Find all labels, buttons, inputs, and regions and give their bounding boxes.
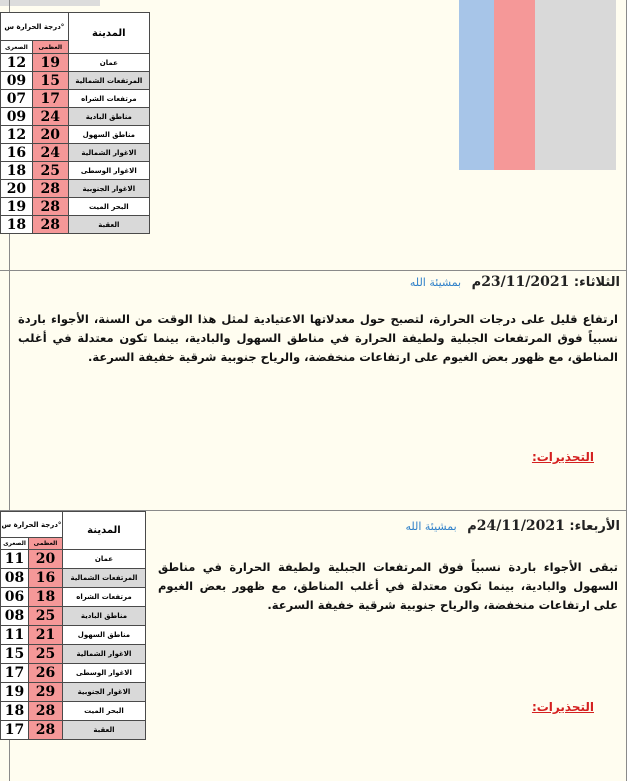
max-temp-cell: 28 bbox=[32, 180, 68, 198]
max-temp-cell: 26 bbox=[28, 664, 62, 683]
forecast-date: 24/11/2021 bbox=[476, 518, 565, 534]
forecast-date: 23/11/2021 bbox=[481, 274, 570, 290]
temp-header: درجة الحرارة س° bbox=[1, 512, 63, 538]
min-temp-cell: 11 bbox=[1, 626, 29, 645]
min-temp-cell: 08 bbox=[1, 607, 29, 626]
table-row bbox=[1, 550, 146, 569]
table-row bbox=[1, 180, 150, 198]
min-temp-cell: 12 bbox=[1, 54, 33, 72]
table-row bbox=[1, 108, 150, 126]
grey-bar bbox=[535, 0, 616, 170]
table-row bbox=[1, 702, 146, 721]
max-temp-cell: 25 bbox=[28, 645, 62, 664]
min-temp-cell: 20 bbox=[1, 180, 33, 198]
min-temp-cell: 18 bbox=[1, 162, 33, 180]
city-cell: المرتفعات الشمالية bbox=[62, 569, 145, 588]
city-header: المدينة bbox=[68, 13, 149, 54]
min-temp-cell: 07 bbox=[1, 90, 33, 108]
max-temp-cell: 20 bbox=[28, 550, 62, 569]
min-header: الصغرى bbox=[1, 538, 29, 550]
day-name: الثلاثاء: bbox=[573, 275, 620, 290]
table-row bbox=[1, 126, 150, 144]
max-temp-cell: 28 bbox=[28, 721, 62, 740]
table-row bbox=[1, 607, 146, 626]
max-temp-cell: 24 bbox=[32, 144, 68, 162]
min-temp-cell: 09 bbox=[1, 72, 33, 90]
min-header: الصغرى bbox=[1, 41, 33, 54]
table-row bbox=[1, 162, 150, 180]
table-row bbox=[1, 144, 150, 162]
max-header: العظمى bbox=[28, 538, 62, 550]
page-border-right bbox=[626, 0, 627, 781]
temperature-table bbox=[0, 12, 150, 234]
table-row bbox=[1, 569, 146, 588]
city-cell: الاغوار الشمالية bbox=[62, 645, 145, 664]
city-cell: العقبة bbox=[68, 216, 149, 234]
max-temp-cell: 17 bbox=[32, 90, 68, 108]
day-heading bbox=[405, 518, 620, 534]
top-strip bbox=[0, 0, 100, 6]
city-header: المدينة bbox=[62, 512, 145, 550]
max-temp-cell: 28 bbox=[32, 198, 68, 216]
min-temp-bar bbox=[459, 0, 494, 170]
min-temp-cell: 17 bbox=[1, 664, 29, 683]
city-cell: الاغوار الشمالية bbox=[68, 144, 149, 162]
forecast-paragraph: تبقى الأجواء باردة نسبياً فوق المرتفعات الجبلية ولطيفة الحرارة في مناطق السهول والبادية، بينما تكون معتدلة في أغلب المناطق، مع ظهور بعض الغيوم على ارتفاعات منخفضة، والرياح جنوبية شرقية خفيفة السرعة. bbox=[158, 560, 618, 612]
city-cell: مرتفعات الشراه bbox=[68, 90, 149, 108]
min-temp-cell: 19 bbox=[1, 683, 29, 702]
city-cell: مناطق السهول bbox=[68, 126, 149, 144]
min-temp-cell: 15 bbox=[1, 645, 29, 664]
min-temp-cell: 08 bbox=[1, 569, 29, 588]
max-temp-cell: 20 bbox=[32, 126, 68, 144]
max-temp-cell: 15 bbox=[32, 72, 68, 90]
table-row bbox=[1, 72, 150, 90]
city-cell: مناطق البادية bbox=[62, 607, 145, 626]
table-row bbox=[1, 216, 150, 234]
max-header: العظمى bbox=[32, 41, 68, 54]
min-temp-cell: 06 bbox=[1, 588, 29, 607]
blessing-text: بمشيئة الله bbox=[405, 520, 457, 533]
city-cell: عمان bbox=[68, 54, 149, 72]
city-cell: مرتفعات الشراه bbox=[62, 588, 145, 607]
city-cell: المرتفعات الشمالية bbox=[68, 72, 149, 90]
min-temp-cell: 12 bbox=[1, 126, 33, 144]
temperature-table bbox=[0, 511, 146, 740]
max-temp-cell: 19 bbox=[32, 54, 68, 72]
city-cell: الاغوار الجنوبية bbox=[62, 683, 145, 702]
table-row bbox=[1, 588, 146, 607]
day-heading bbox=[410, 274, 620, 290]
warnings-label: التحذيرات: bbox=[531, 450, 594, 464]
min-temp-cell: 19 bbox=[1, 198, 33, 216]
table-row bbox=[1, 198, 150, 216]
city-cell: الاغوار الوسطى bbox=[62, 664, 145, 683]
day-name: الأربعاء: bbox=[569, 519, 620, 534]
city-cell: الاغوار الجنوبية bbox=[68, 180, 149, 198]
max-temp-cell: 25 bbox=[28, 607, 62, 626]
warnings-label: التحذيرات: bbox=[531, 700, 594, 714]
city-cell: مناطق السهول bbox=[62, 626, 145, 645]
max-temp-bar bbox=[494, 0, 535, 170]
city-cell: مناطق البادية bbox=[68, 108, 149, 126]
city-cell: البحر الميت bbox=[68, 198, 149, 216]
max-temp-cell: 21 bbox=[28, 626, 62, 645]
max-temp-cell: 24 bbox=[32, 108, 68, 126]
max-temp-cell: 28 bbox=[28, 702, 62, 721]
date-suffix: م bbox=[467, 519, 477, 534]
min-temp-cell: 16 bbox=[1, 144, 33, 162]
table-row bbox=[1, 90, 150, 108]
min-temp-cell: 11 bbox=[1, 550, 29, 569]
min-temp-cell: 17 bbox=[1, 721, 29, 740]
forecast-paragraph: ارتفاع قليل على درجات الحرارة، لتصبح حول معدلاتها الاعتيادية لمثل هذا الوقت من السنة، الأجواء باردة نسبياً فوق المرتفعات الجبلية ولطيفة الحرارة في مناطق السهول والبادية، بينما تكون معتدلة في أغلب المناطق، مع ظهور بعض الغيوم على ارتفاعات منخفضة، والرياح جنوبية شرقية خفيفة السرعة. bbox=[18, 312, 618, 364]
city-cell: عمان bbox=[62, 550, 145, 569]
min-temp-cell: 09 bbox=[1, 108, 33, 126]
table-row bbox=[1, 664, 146, 683]
blessing-text: بمشيئة الله bbox=[409, 276, 462, 289]
city-cell: البحر الميت bbox=[62, 702, 145, 721]
temp-header: درجة الحرارة س° bbox=[1, 13, 69, 41]
max-temp-cell: 18 bbox=[28, 588, 62, 607]
section-divider bbox=[0, 270, 627, 271]
min-temp-cell: 18 bbox=[1, 216, 33, 234]
table-row bbox=[1, 683, 146, 702]
max-temp-cell: 16 bbox=[28, 569, 62, 588]
min-temp-cell: 18 bbox=[1, 702, 29, 721]
max-temp-cell: 25 bbox=[32, 162, 68, 180]
city-cell: الاغوار الوسطى bbox=[68, 162, 149, 180]
table-row bbox=[1, 54, 150, 72]
table-row bbox=[1, 721, 146, 740]
table-row bbox=[1, 626, 146, 645]
max-temp-cell: 28 bbox=[32, 216, 68, 234]
city-cell: العقبة bbox=[62, 721, 145, 740]
table-row bbox=[1, 645, 146, 664]
date-suffix: م bbox=[471, 275, 482, 290]
max-temp-cell: 29 bbox=[28, 683, 62, 702]
